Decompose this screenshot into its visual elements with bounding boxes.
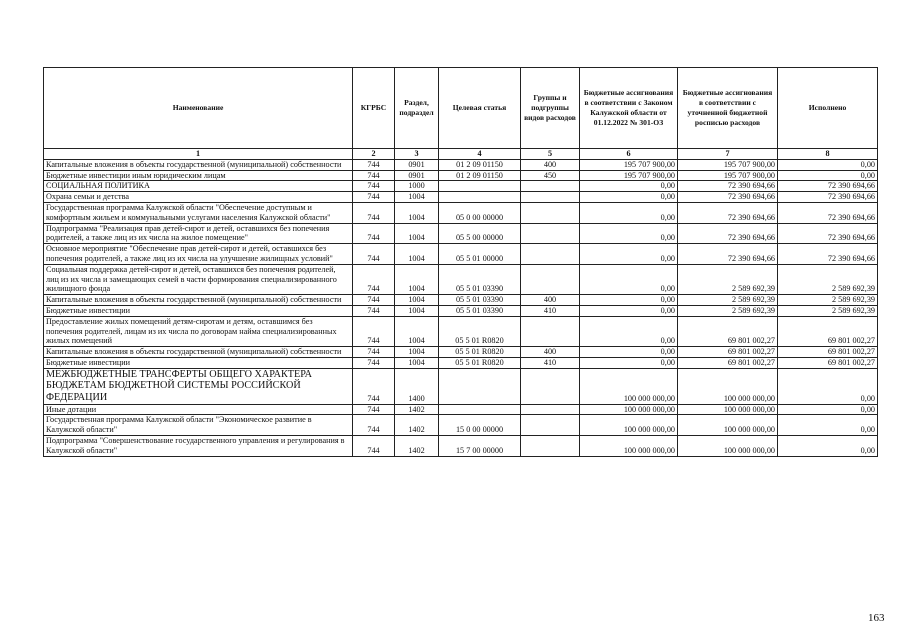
- cell-razdel: 1004: [395, 264, 439, 294]
- col-number: 5: [521, 149, 580, 160]
- cell-razdel: 1004: [395, 244, 439, 265]
- cell-razdel: 1004: [395, 192, 439, 203]
- cell-razdel: 1000: [395, 181, 439, 192]
- cell-target-article: 05 5 01 00000: [439, 244, 521, 265]
- cell-name: МЕЖБЮДЖЕТНЫЕ ТРАНСФЕРТЫ ОБЩЕГО ХАРАКТЕРА БЮДЖЕТАМ БЮДЖЕТНОЙ СИСТЕМЫ РОССИЙСКОЙ ФЕДЕРАЦИИ: [44, 368, 353, 404]
- cell-executed: 2 589 692,39: [778, 264, 878, 294]
- cell-law-allocation: 195 707 900,00: [580, 159, 678, 170]
- cell-name: Бюджетные инвестиции: [44, 305, 353, 316]
- cell-target-article: 01 2 09 01150: [439, 159, 521, 170]
- cell-refined-allocation: 72 390 694,66: [678, 181, 778, 192]
- cell-expense-group: 410: [521, 357, 580, 368]
- cell-law-allocation: 0,00: [580, 244, 678, 265]
- cell-expense-group: [521, 192, 580, 203]
- table-row: [44, 202, 878, 223]
- cell-law-allocation: 100 000 000,00: [580, 415, 678, 436]
- cell-razdel: 1402: [395, 415, 439, 436]
- cell-name: Основное мероприятие "Обеспечение прав детей-сирот и детей, оставшихся без попечения родителей, а также лиц из их числа на улучшение жилищных условий": [44, 244, 353, 265]
- cell-target-article: 05 5 01 R0820: [439, 357, 521, 368]
- cell-target-article: [439, 404, 521, 415]
- cell-kgrbs: 744: [353, 404, 395, 415]
- cell-razdel: 1004: [395, 305, 439, 316]
- cell-refined-allocation: 100 000 000,00: [678, 368, 778, 404]
- cell-refined-allocation: 195 707 900,00: [678, 170, 778, 181]
- table-row: [44, 159, 878, 170]
- cell-expense-group: [521, 223, 580, 244]
- cell-refined-allocation: 72 390 694,66: [678, 244, 778, 265]
- cell-kgrbs: 744: [353, 159, 395, 170]
- cell-target-article: 05 5 00 00000: [439, 223, 521, 244]
- cell-razdel: 1004: [395, 295, 439, 306]
- cell-name: Подпрограмма "Совершенствование государственного управления и регулирования в Калужской области": [44, 435, 353, 456]
- header-target-article: Целевая статья: [439, 68, 521, 149]
- table-row: [44, 305, 878, 316]
- table-row: [44, 404, 878, 415]
- cell-target-article: 15 7 00 00000: [439, 435, 521, 456]
- cell-executed: 72 390 694,66: [778, 181, 878, 192]
- cell-name: Капитальные вложения в объекты государственной (муниципальной) собственности: [44, 295, 353, 306]
- cell-expense-group: 400: [521, 347, 580, 358]
- cell-razdel: 1004: [395, 223, 439, 244]
- cell-kgrbs: 744: [353, 181, 395, 192]
- cell-executed: 0,00: [778, 435, 878, 456]
- cell-kgrbs: 744: [353, 368, 395, 404]
- col-number: 1: [44, 149, 353, 160]
- cell-expense-group: 410: [521, 305, 580, 316]
- cell-target-article: 01 2 09 01150: [439, 170, 521, 181]
- table-body: [44, 159, 878, 456]
- cell-executed: 69 801 002,27: [778, 357, 878, 368]
- cell-name: СОЦИАЛЬНАЯ ПОЛИТИКА: [44, 181, 353, 192]
- cell-name: Капитальные вложения в объекты государственной (муниципальной) собственности: [44, 159, 353, 170]
- cell-executed: 72 390 694,66: [778, 244, 878, 265]
- cell-expense-group: [521, 264, 580, 294]
- cell-executed: 69 801 002,27: [778, 316, 878, 346]
- cell-executed: 0,00: [778, 170, 878, 181]
- cell-target-article: 05 5 01 03390: [439, 305, 521, 316]
- cell-kgrbs: 744: [353, 347, 395, 358]
- cell-refined-allocation: 100 000 000,00: [678, 435, 778, 456]
- cell-executed: 2 589 692,39: [778, 305, 878, 316]
- cell-razdel: 0901: [395, 170, 439, 181]
- cell-kgrbs: 744: [353, 316, 395, 346]
- cell-kgrbs: 744: [353, 305, 395, 316]
- cell-law-allocation: 0,00: [580, 347, 678, 358]
- table-row: [44, 170, 878, 181]
- col-number: 7: [678, 149, 778, 160]
- cell-kgrbs: 744: [353, 244, 395, 265]
- table-row: [44, 223, 878, 244]
- cell-kgrbs: 744: [353, 295, 395, 306]
- cell-refined-allocation: 72 390 694,66: [678, 223, 778, 244]
- cell-kgrbs: 744: [353, 435, 395, 456]
- table-row: [44, 316, 878, 346]
- cell-kgrbs: 744: [353, 192, 395, 203]
- cell-law-allocation: 0,00: [580, 357, 678, 368]
- cell-expense-group: [521, 181, 580, 192]
- cell-name: Охрана семьи и детства: [44, 192, 353, 203]
- cell-target-article: 05 5 01 R0820: [439, 316, 521, 346]
- cell-razdel: 0901: [395, 159, 439, 170]
- table-row: [44, 357, 878, 368]
- cell-refined-allocation: 72 390 694,66: [678, 202, 778, 223]
- cell-refined-allocation: 2 589 692,39: [678, 305, 778, 316]
- cell-law-allocation: 0,00: [580, 295, 678, 306]
- cell-razdel: 1004: [395, 316, 439, 346]
- cell-refined-allocation: 69 801 002,27: [678, 347, 778, 358]
- cell-razdel: 1400: [395, 368, 439, 404]
- cell-executed: 0,00: [778, 404, 878, 415]
- cell-refined-allocation: 72 390 694,66: [678, 192, 778, 203]
- header-law-allocations: Бюджетные ассигнования в соответствии с Законом Калужской области от 01.12.2022 № 301-ОЗ: [580, 68, 678, 149]
- cell-refined-allocation: 2 589 692,39: [678, 264, 778, 294]
- budget-table: [43, 67, 878, 457]
- col-number: 2: [353, 149, 395, 160]
- page-number: 163: [868, 612, 885, 624]
- table-row: [44, 264, 878, 294]
- cell-law-allocation: 195 707 900,00: [580, 170, 678, 181]
- cell-name: Подпрограмма "Реализация прав детей-сирот и детей, оставшихся без попечения родителей, а также лиц из их числа на жилое помещение": [44, 223, 353, 244]
- header-name: Наименование: [44, 68, 353, 149]
- cell-expense-group: 400: [521, 295, 580, 306]
- cell-expense-group: [521, 244, 580, 265]
- cell-executed: 0,00: [778, 415, 878, 436]
- cell-name: Иные дотации: [44, 404, 353, 415]
- cell-expense-group: [521, 404, 580, 415]
- cell-refined-allocation: 100 000 000,00: [678, 404, 778, 415]
- table-row: [44, 368, 878, 404]
- cell-executed: 2 589 692,39: [778, 295, 878, 306]
- cell-name: Бюджетные инвестиции: [44, 357, 353, 368]
- header-kgrbs: КГРБС: [353, 68, 395, 149]
- cell-target-article: [439, 181, 521, 192]
- table-row: [44, 415, 878, 436]
- cell-kgrbs: 744: [353, 264, 395, 294]
- cell-executed: 69 801 002,27: [778, 347, 878, 358]
- cell-name: Предоставление жилых помещений детям-сиротам и детям, оставшимся без попечения родителей, лицам из их числа по договорам найма специализированных жилых помещений: [44, 316, 353, 346]
- cell-target-article: 15 0 00 00000: [439, 415, 521, 436]
- cell-expense-group: [521, 316, 580, 346]
- cell-law-allocation: 100 000 000,00: [580, 404, 678, 415]
- cell-target-article: [439, 192, 521, 203]
- table-row: [44, 435, 878, 456]
- table-row: [44, 181, 878, 192]
- cell-target-article: 05 5 01 03390: [439, 264, 521, 294]
- table-row: [44, 192, 878, 203]
- cell-refined-allocation: 195 707 900,00: [678, 159, 778, 170]
- cell-law-allocation: 100 000 000,00: [580, 435, 678, 456]
- header-expense-groups: Группы и подгруппы видов расходов: [521, 68, 580, 149]
- cell-expense-group: [521, 202, 580, 223]
- cell-law-allocation: 0,00: [580, 264, 678, 294]
- cell-razdel: 1004: [395, 202, 439, 223]
- cell-name: Бюджетные инвестиции иным юридическим лицам: [44, 170, 353, 181]
- cell-law-allocation: 0,00: [580, 202, 678, 223]
- col-number: 6: [580, 149, 678, 160]
- cell-kgrbs: 744: [353, 202, 395, 223]
- cell-refined-allocation: 100 000 000,00: [678, 415, 778, 436]
- cell-name: Государственная программа Калужской области "Экономическое развитие в Калужской области": [44, 415, 353, 436]
- header-razdel: Раздел, подраздел: [395, 68, 439, 149]
- header-executed: Исполнено: [778, 68, 878, 149]
- cell-razdel: 1004: [395, 357, 439, 368]
- cell-expense-group: [521, 368, 580, 404]
- cell-expense-group: 450: [521, 170, 580, 181]
- cell-executed: 72 390 694,66: [778, 223, 878, 244]
- cell-expense-group: [521, 415, 580, 436]
- cell-law-allocation: 0,00: [580, 316, 678, 346]
- cell-law-allocation: 100 000 000,00: [580, 368, 678, 404]
- column-number-row: [44, 149, 878, 160]
- cell-name: Государственная программа Калужской области "Обеспечение доступным и комфортным жильем и коммунальными услугами населения Калужской области": [44, 202, 353, 223]
- col-number: 8: [778, 149, 878, 160]
- cell-law-allocation: 0,00: [580, 223, 678, 244]
- table-row: [44, 347, 878, 358]
- cell-target-article: [439, 368, 521, 404]
- cell-name: Капитальные вложения в объекты государственной (муниципальной) собственности: [44, 347, 353, 358]
- cell-executed: 72 390 694,66: [778, 192, 878, 203]
- cell-kgrbs: 744: [353, 357, 395, 368]
- cell-law-allocation: 0,00: [580, 305, 678, 316]
- cell-razdel: 1402: [395, 404, 439, 415]
- cell-expense-group: 400: [521, 159, 580, 170]
- cell-refined-allocation: 69 801 002,27: [678, 357, 778, 368]
- col-number: 4: [439, 149, 521, 160]
- cell-executed: 0,00: [778, 159, 878, 170]
- cell-razdel: 1004: [395, 347, 439, 358]
- cell-target-article: 05 5 01 R0820: [439, 347, 521, 358]
- header-refined-allocations: Бюджетные ассигнования в соответствии с уточненной бюджетной росписью расходов: [678, 68, 778, 149]
- cell-executed: 72 390 694,66: [778, 202, 878, 223]
- table-row: [44, 244, 878, 265]
- cell-kgrbs: 744: [353, 223, 395, 244]
- cell-kgrbs: 744: [353, 415, 395, 436]
- cell-razdel: 1402: [395, 435, 439, 456]
- cell-law-allocation: 0,00: [580, 181, 678, 192]
- cell-expense-group: [521, 435, 580, 456]
- cell-refined-allocation: 69 801 002,27: [678, 316, 778, 346]
- cell-kgrbs: 744: [353, 170, 395, 181]
- cell-target-article: 05 5 01 03390: [439, 295, 521, 306]
- cell-target-article: 05 0 00 00000: [439, 202, 521, 223]
- header-row: [44, 68, 878, 149]
- table-row: [44, 295, 878, 306]
- cell-refined-allocation: 2 589 692,39: [678, 295, 778, 306]
- cell-executed: 0,00: [778, 368, 878, 404]
- cell-law-allocation: 0,00: [580, 192, 678, 203]
- cell-name: Социальная поддержка детей-сирот и детей, оставшихся без попечения родителей, лиц из их числа и замещающих семей в части формирования специализированного жилищного фонда: [44, 264, 353, 294]
- col-number: 3: [395, 149, 439, 160]
